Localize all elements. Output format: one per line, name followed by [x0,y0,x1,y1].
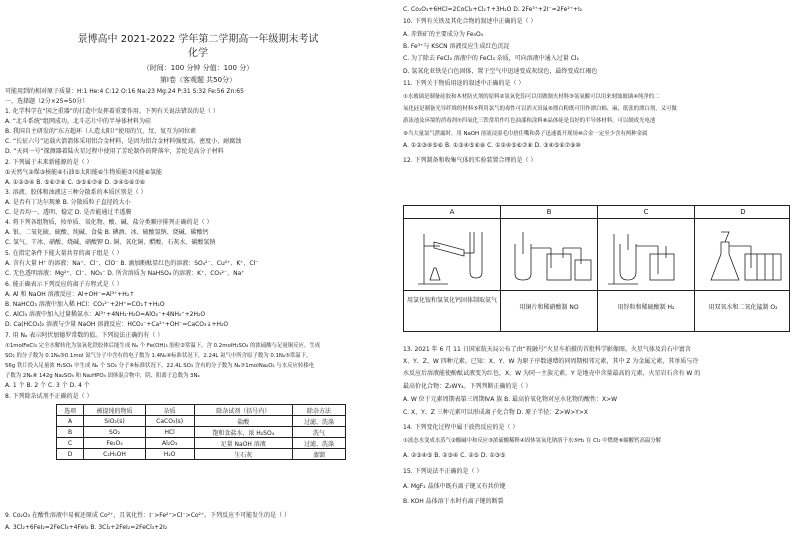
exam-title: 景博高中 2021-2022 学年第二学期高一年级期末考试 [77,34,319,45]
table-row [57,416,346,427]
q14-stem: 14. 下列变化过程中属于放热反应的是（ ） [403,424,519,431]
exam-time-score: （时间：100 分钟 分值：100 分） [142,64,254,72]
q12-apparatus-table [403,205,790,332]
grid-divider [404,218,789,219]
apparatus-b-illustration [501,224,597,286]
q5-stem: 5. 在指定条件下能大量共存的离子组是（ ） [5,250,123,257]
q13-stem-2: X、Y、Z、W 四种元素。已知：X、Y、W 为原子序数递增的同周期相邻元素，其中 Z 为金属元素，其单质与冷 [403,358,699,365]
table-cell: H₂O [145,449,194,460]
q12-caption-d: 用双氧水和二氧化锰制 O₂ [708,304,778,311]
q3-options-cd: C. 是否均一、透明、稳定 D. 是否能通过半透膜 [5,209,132,216]
q12-label-c: C [643,208,649,216]
q13-stem-4: 最高价化合物：Z₂WY₄。下列判断正确的是（ ） [403,383,532,390]
q11-options: A. ①②③④⑤⑥ B. ①③④⑤⑥⑧ C. ①②④⑤⑥⑦⑧ D. ③④⑤⑥⑦⑨⑩ [403,142,581,149]
q12-caption-b: 用铜片和稀硝酸制 NO [519,304,579,311]
q6-option-d: D. Ca(HCO₃)₂ 溶液与少量 NaOH 溶液反应：HCO₃⁻+Ca²⁺+OH⁻=CaCO₃↓+H₂O [5,321,229,328]
table-cell: C [57,438,84,449]
q5-options-cd: C. 无色透明溶液：Mg²⁺、Cl⁻、NO₃⁻ D. 所含溶质为 NaHSO₄ 的溶液：K⁺、CO₃²⁻、Na⁺ [5,270,245,277]
q10-option-b: B. Fe³⁺与 KSCN 溶液反应生成红色沉淀 [403,43,510,50]
table-row [57,438,346,449]
q1-option-b: B. 我国自主研发的“东方超环（人造太阳）”使用的氕、氘、氚互为同位素 [5,128,197,135]
table-cell: 洗气 [292,427,345,438]
q13-stem-1: 13. 2021 年 6 月 11 日国家航天局公布了由“祝融号”火星车拍摄的首批科学影像图。火星气体及岩石中富含 [403,346,691,353]
table-cell: 过滤、洗涤 [292,438,345,449]
q9-stem: 9. Co₂O₃ 在酸性溶液中易被还原成 Co²⁺，且氧化性：I⁻>Fe²⁺>Cl⁻>Co²⁺。下列反应不可能发生的是（ ） [5,512,291,519]
q13-stem-3: 水反应后溶液能使酚酞试液变为红色，X、W 为同一主族元素，Y 是地壳中含量最高的元素，火星岩石含有 W 的 [403,370,701,377]
q8-stem: 8. 下列除杂试剂不正确的是（ ） [5,393,93,400]
q6-option-b: B. NaHCO₃ 溶液中加入稀 HCl：CO₃²⁻+2H⁺=CO₂↑+H₂O [5,301,165,308]
table-cell: 足量 NaOH 溶液 [194,438,292,449]
table-row [57,427,346,438]
q6-option-a: A. Al 和 NaOH 溶液反应：Al+OH⁻=Al³⁺+H₂↑ [5,291,135,298]
table-cell: CaCO₃(s) [145,416,194,427]
q10-option-c: C. 为了除去 FeCl₂ 溶液中的 FeCl₃ 杂质，可向溶液中通入过量 Cl₂ [403,55,579,62]
q3-stem: 3. 溶液、胶体和浊液这三种分散系的本质区别是（ ） [5,189,147,196]
q7-stem: 7. 用 Nₐ 表示阿伏加德罗常数的值。下列说法正确的有（ ） [5,332,164,339]
q1-option-a: A. “北斗系统”组网成功，北斗芯片中的半导体材料为硅 [5,118,152,125]
q12-label-d: D [740,208,746,216]
q1-stem: 1. 化学科学在“国之重器”的打造中发挥着重要作用。下列有关说法错误的是（ ） [5,108,219,115]
grid-divider [404,290,789,291]
table-cell: HCl [145,427,194,438]
table-cell: 蒸馏 [292,449,345,460]
q7-body-1: ①1molFeCl₃ 完全水解转化为氢氧化铁胶体后能生成 Nₐ 个 Fe(OH)₃ 胶粒②常温下，含 0.2molH₂SO₄ 的浓硫酸与足量铜反应，生成 [5,343,321,349]
q4-options-cd: C. 氢气、干冰、硝酸、烧碱、硝酸钾 D. 铜、氧化铜、醋酸、石灰水、碳酸氢钠 [5,239,216,246]
q12-caption-c: 用锌粒和稀硫酸制 H₂ [617,304,675,311]
left-column [0,0,396,550]
q3-options-ab: A. 是否有丁达尔现象 B. 分散质粒子直径的大小 [5,199,131,206]
q2-stem: 2. 下列属于未来新能源的是（ ） [5,159,93,166]
q15-stem: 15. 下列说法不正确的是（ ） [403,468,483,475]
q8-col-method: 除杂方法 [292,405,345,416]
q11-body-4: ⑨当大量氯气泄漏时，用 NaOH 溶液浸湿毛巾捂住嘴和鼻子迅速离开现场⑩合金一定至少含有两种金属 [403,131,648,137]
table-row [57,449,346,460]
atomic-masses: 可能用到的相对原子质量：H:1 He:4 C:12 O:16 Na:23 Mg:24 P:31 S:32 Fe:56 Zn:65 [5,88,244,95]
q7-options: A. 1 个 B. 2 个 C. 3 个 D. 4 个 [5,382,90,389]
q9-options-ab: A. 3Cl₂+6FeI₂=2FeCl₃+4FeI₃ B. 3Cl₂+2FeI₂=2FeCl₃+2I₂ [5,524,168,531]
table-cell: C₂H₅OH [84,449,146,460]
q4-stem: 4. 将下列各组物质，按单质、氧化物、酸、碱、盐分类顺序排列正确的是（ ） [5,219,213,226]
q7-body-3: 56g 铁片投入足量浓 H₂SO₄ 中生成 Nₐ 个 SO₂ 分子⑥标准状况下，22.4L SO₃ 含有的分子数为 Nₐ⑦1molNa₂O₂ 与水反应转移电 [5,363,315,369]
q14-options: A. ②③④⑤ B. ②③④ C. ②⑤ D. ①③⑤ [403,452,506,459]
q9-options-cd: C. Co₂O₃+6HCl=2CoCl₂+Cl₂↑+3H₂O D. 2Fe³⁺+2I⁻=2Fe²⁺+I₂ [403,6,583,13]
q13-options-cd: C. X、Y、Z 三种元素可以形成离子化合物 D. 原子半径：Z>W>Y>X [403,409,589,416]
q6-stem: 6. 能正确表示下列反应的离子方程式是（ ） [5,281,123,288]
table-cell: B [57,427,84,438]
q6-option-c: C. AlCl₃ 溶液中加入过量稀氨水：Al³⁺+4NH₃·H₂O=AlO₂⁻+4NH₄⁺+2H₂O [5,311,206,318]
apparatus-c-illustration [598,224,694,286]
table-cell: Fe₂O₃ [84,438,146,449]
q8-col-reagent: 除杂试剂（括号内） [194,405,292,416]
table-cell: SiO₂(s) [84,416,146,427]
q11-body-1: ①水玻璃是制备硅胶和木材防火剂的原料②氢氧化铝可以用做制火材料③氢氧酸可以用来刻蚀玻璃④纯净的二 [403,94,660,100]
q10-option-d: D. 氢氧化亚铁是白色固体，置于空气中迅速变成灰绿色，最终变成红褐色 [403,68,598,75]
table-cell: Al₂O₃ [145,438,194,449]
q12-label-b: B [546,208,552,216]
q12-stem: 12. 下列制备和收集气体的实验装置合理的是（ ） [403,157,537,164]
q12-caption-a: 用氯化铵和氢氧化钙固体制取氨气 [406,297,497,304]
table-cell: A [57,416,84,427]
q8-col-substance: 被提纯的物质 [84,405,146,416]
table-cell: SO₂ [84,427,146,438]
q8-col-option: 选项 [57,405,84,416]
q11-body-2: 氧化硅是制备光导纤维的材料⑤利用氯气的毒性可以消灭田鼠⑥漂白粉既可用作漂白棉、麻、纸张的漂白剂，又可做 [403,106,677,112]
exam-subject: 化学 [188,48,208,59]
q2-options: A. ①②③④ B. ⑤⑥⑦⑧ C. ③⑤⑥⑦⑧ D. ③④⑤⑥⑦⑧ [5,179,146,186]
apparatus-d-illustration [695,224,791,286]
part-one-heading: 第Ⅰ卷（客观题 共50分） [159,76,237,84]
q8-table-header-row [57,405,346,416]
table-cell: 过滤、洗涤 [292,416,345,427]
apparatus-a-illustration [404,224,500,286]
q7-body-4: 子数为 2Nₐ⑧ 142g Na₂SO₄ 和 Na₂HPO₄ 固体混合物中，阴、阳离子总数为 3Nₐ [5,373,200,379]
q8-col-impurity: 杂质 [145,405,194,416]
q14-items: ①液态水变成水蒸气②酸碱中和反应③浓硫酸稀释④固体氢氧化钠溶于水⑤H₂ 在 Cl₂ 中燃烧⑥碳酸钙高温分解 [403,438,662,444]
q7-body-2: SO₂ 的分子数为 0.1Nₐ③0.1mol 氮气分子中含有的电子数为 1.4Nₐ④标准状况下，2.24L 氦气中所含原子数为 0.1Nₐ⑤常温下， [5,353,312,359]
table-cell: D [57,449,84,460]
q10-option-a: A. 赤铁矿的主要成分为 Fe₃O₄ [403,31,484,38]
section-heading: 一、选择题（2分×25=50分） [5,98,89,105]
q11-stem: 11. 下列关于物质用途的叙述中正确的是（ ） [403,80,525,87]
table-cell: 饱和食盐水、浓 H₂SO₄ [194,427,292,438]
q10-stem: 10. 下列有关铁及其化合物的叙述中正确的是（ ） [403,18,537,25]
q2-items: ①天然气②煤③核能④石油⑤太阳能⑥生物质能⑦风能⑧氢能 [5,169,163,176]
q8-table [56,404,346,460]
q12-label-a: A [449,208,455,216]
q13-options-ab: A. W 位于元素周期表第三周期ⅣA 族 B. 最高价氧化物对应水化物的酸性：X>W [403,396,618,403]
q1-option-c: C. “长征六号”运载火箭箭体采用铝合金材料，是因为铝合金材料强度高、密度小、耐腐蚀 [5,138,242,145]
q15-option-b: B. KOH 晶体溶于水时有离子键的断裂 [403,498,504,505]
q1-option-d: D. “天问一号”探测器着陆火星过程中使用了芳纶制作的降落伞，芳纶是高分子材料 [5,148,224,155]
q4-options-ab: A. 银、二氧化硫、硫酸、纯碱、食盐 B. 碘酒、冰、硫酸氢钠、烧碱、碳酸钙 [5,229,209,236]
q15-option-a: A. MgF₂ 晶体中既有离子键又有共价键 [403,483,506,490]
q11-body-3: 游泳池及环境的消毒剂⑦四氧化三铁常用作红色油漆和涂料⑧晶体硅是良好的半导体材料，可以制成光电池 [403,118,656,124]
table-cell: 生石灰 [194,449,292,460]
q5-options-ab: A. 含有大量 H⁺ 的溶液：Na⁺、Cl⁻、ClO⁻ B. 滴加酚酞显红色的溶液：SO₄²⁻、Cu²⁺、K⁺、Cl⁻ [5,260,259,267]
table-cell: 盐酸 [194,416,292,427]
